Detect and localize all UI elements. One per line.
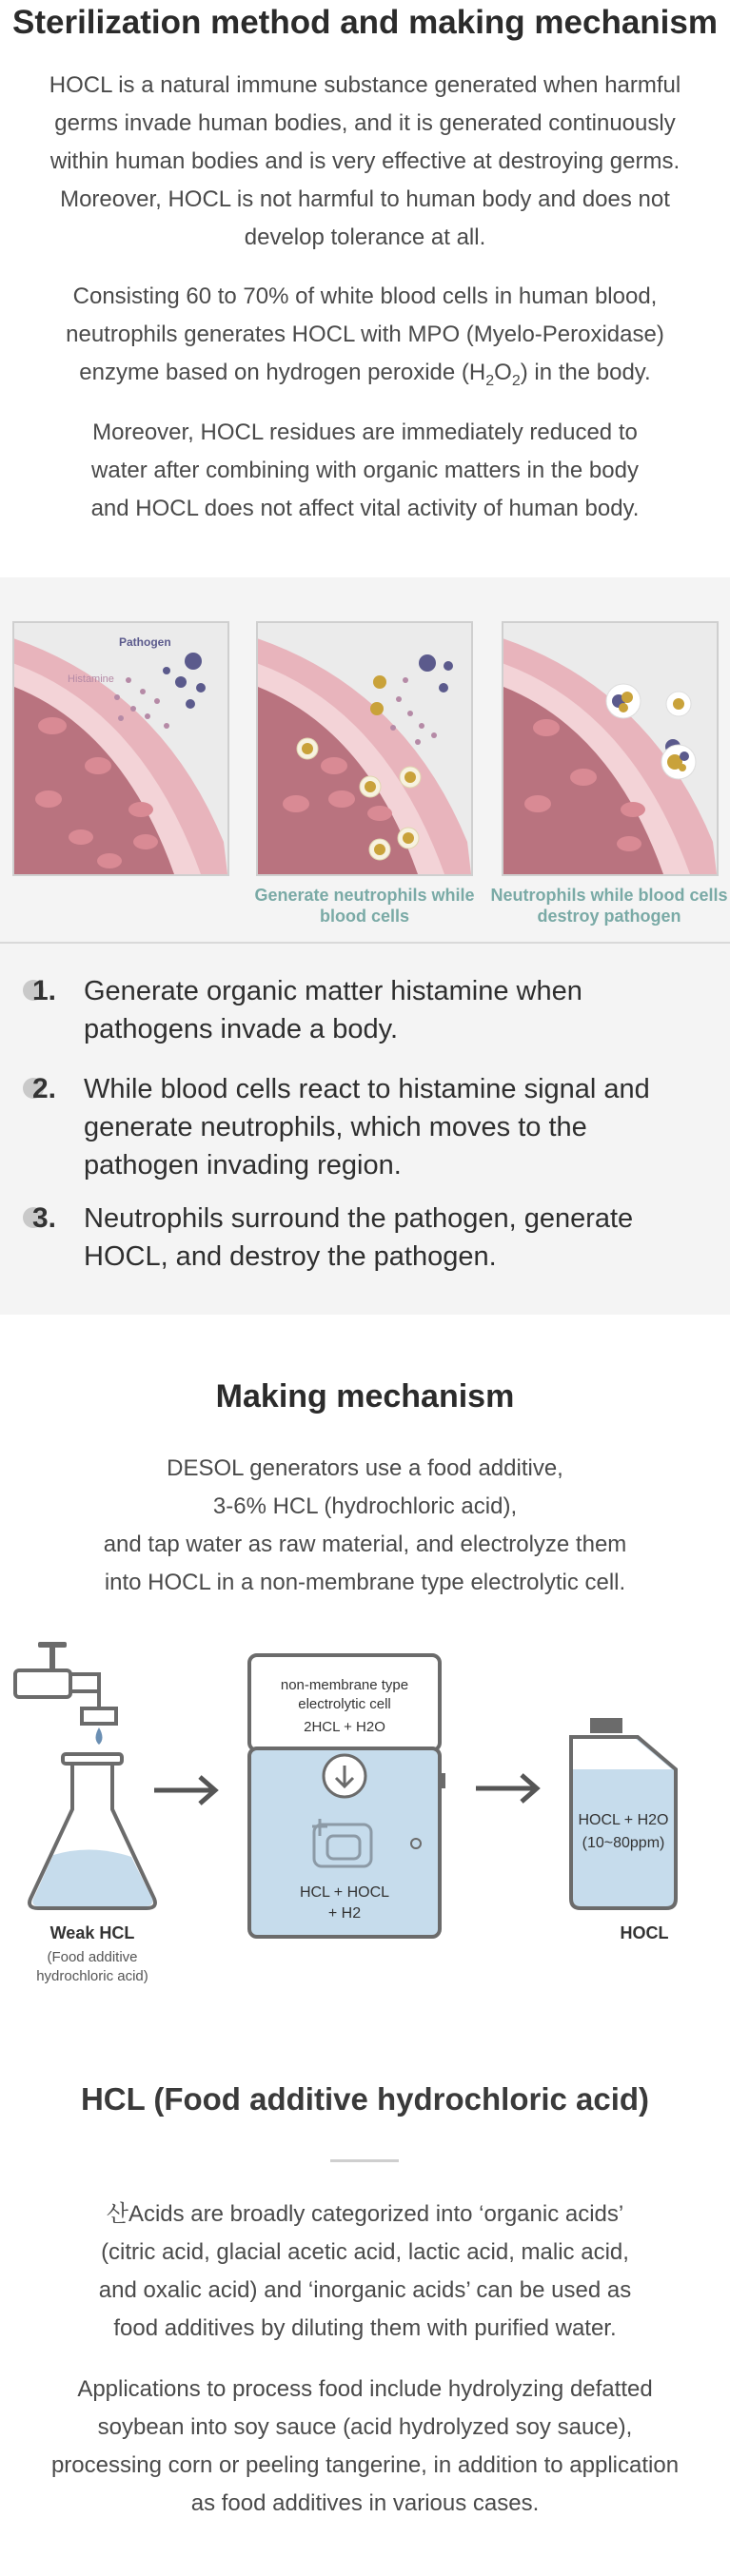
section-title-hcl: HCL (Food additive hydrochloric acid) [80, 2081, 650, 2117]
flask-sublabel: (Food additive [47, 1949, 138, 1965]
text-line: germs invade human bodies, and it is generated continuously [54, 110, 676, 136]
text-line: Moreover, HOCL residues are immediately reduced to [92, 420, 638, 445]
cell-output: HCL + HOCL [299, 1884, 390, 1901]
text-line: food additives by diluting them with purified water. [113, 2315, 617, 2341]
text-line: HOCL is a natural immune substance generated when harmful [49, 72, 681, 98]
step-text: Neutrophils surround the pathogen, generate HOCL, and destroy the pathogen. [84, 1203, 634, 1272]
pathogen-label: Pathogen [119, 635, 171, 649]
text-line: 3-6% HCL (hydrochloric acid), [212, 1493, 518, 1519]
paragraph-hocl-intro [14, 67, 716, 257]
panel-pathogen-invasion [12, 621, 229, 876]
text-segment: O [494, 360, 512, 385]
blood-vessel-illustration [14, 623, 227, 874]
text-line: and tap water as raw material, and electrolyze them [103, 1532, 627, 1557]
text-segment: ) in the body. [520, 360, 651, 385]
tank-label: HOCL [620, 1923, 669, 1942]
text-line [14, 354, 716, 400]
text-line: DESOL generators use a food additive, [167, 1455, 563, 1481]
histamine-label: Histamine [68, 673, 114, 685]
tank-formula: HOCL + H2O [578, 1812, 669, 1828]
panel-pathogen-destruction [502, 621, 719, 876]
flask-label: Weak HCL [49, 1923, 135, 1942]
subscript: 2 [511, 372, 521, 389]
caption-generate-neutrophils: Generate neutrophils while blood cells [254, 886, 475, 926]
flask-sublabel: hydrochloric acid) [36, 1968, 148, 1984]
text-line: water after combining with organic matters in the body [91, 458, 639, 483]
text-line: Applications to process food include hydrolyzing defatted [77, 2376, 653, 2402]
cell-formula: 2HCL + H2O [304, 1719, 385, 1735]
cell-label: electrolytic cell [298, 1696, 391, 1712]
section-title-sterilization: Sterilization method and making mechanism [12, 4, 718, 41]
paragraph-hocl-residues [14, 414, 716, 528]
text-line: develop tolerance at all. [244, 224, 486, 250]
blood-vessel-illustration [503, 623, 717, 874]
step-text: Generate organic matter histamine when pathogens invade a body. [84, 976, 582, 1044]
text-line: (citric acid, glacial acetic acid, lactic acid, malic acid, [101, 2239, 629, 2265]
paragraph-acids [14, 2195, 716, 2348]
flask-icon [30, 1754, 155, 1908]
faucet-icon [15, 1642, 116, 1745]
tank-range: (10~80ppm) [582, 1835, 665, 1851]
step-number: 1. [21, 972, 67, 1010]
cell-label: non-membrane type [280, 1677, 409, 1693]
text-line: and HOCL does not affect vital activity of human body. [90, 496, 640, 521]
title-underline [330, 2159, 399, 2162]
panel-neutrophil-generation [256, 621, 473, 876]
process-diagram [0, 1636, 730, 2017]
paragraph-neutrophils [14, 278, 716, 400]
step-text: While blood cells react to histamine signal and generate neutrophils, which moves to the pathogen invading region. [84, 1074, 650, 1181]
text-line: into HOCL in a non-membrane type electrolytic cell. [104, 1570, 626, 1595]
text-line: within human bodies and is very effective at destroying germs. [49, 148, 681, 174]
cell-output: + H2 [327, 1905, 362, 1922]
divider [0, 942, 730, 944]
text-segment: enzyme based on hydrogen peroxide (H [79, 360, 486, 385]
text-line: Consisting 60 to 70% of white blood cells in human blood, [72, 283, 658, 309]
text-line: neutrophils generates HOCL with MPO (Myelo-Peroxidase) [66, 322, 664, 347]
caption-destroy-pathogen: Neutrophils while blood cells destroy pathogen [490, 886, 728, 926]
step-number: 2. [21, 1070, 67, 1108]
step-number: 3. [21, 1200, 67, 1238]
arrow-right-icon [154, 1777, 215, 1804]
paragraph-desol [14, 1450, 716, 1602]
subscript: 2 [485, 372, 495, 389]
text-line: processing corn or peeling tangerine, in addition to application [50, 2452, 680, 2478]
section-title-making-mechanism: Making mechanism [215, 1378, 515, 1415]
text-line: soybean into soy sauce (acid hydrolyzed soy sauce), [97, 2414, 633, 2440]
text-line: as food additives in various cases. [190, 2490, 540, 2516]
text-line: 산Acids are broadly categorized into ‘organic acids’ [106, 2201, 624, 2227]
text-line: Moreover, HOCL is not harmful to human body and does not [60, 186, 670, 212]
paragraph-applications [14, 2371, 716, 2523]
blood-vessel-illustration [258, 623, 471, 874]
arrow-right-icon [476, 1775, 537, 1802]
text-line: and oxalic acid) and ‘inorganic acids’ can be used as [98, 2277, 632, 2303]
